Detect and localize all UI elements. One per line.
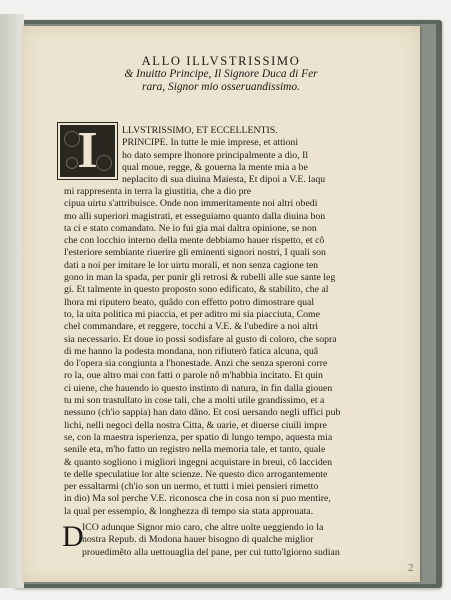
text-line: se, con la maestra isperienza, per spatio di lungo tempo, aquesta mia [64,431,333,443]
text-line: di me hanno la podesta mondana, non rifiuterò fatica alcuna, quâ [64,345,319,357]
text-line: lhora mi riputero beato, quâdo con effetto potro dimostrare qual [64,296,315,308]
text-line: mo alli superiori magistrati, et esseguiamo quanto dalla diuina bon [64,210,326,222]
dedication-heading [22,54,420,94]
text-line: te delle speculatiue lor alte scienze. Ne questo dico arrogantemente [64,468,328,480]
text-line: PRINCIPE. In tutte le mie imprese, et attioni [122,137,299,149]
folio-mark: 2 [408,562,414,574]
text-line: to, la uita politica mi piaccia, et per aditro mi sia piacciuta, Come [64,308,320,320]
text-line: nessuno (ch'io sappia) han dato dâno. Et cosi uersando negli uffici pub [64,407,341,419]
text-line: lichi, nelli negoci della nostra Citta, & uarie, et diuerse ciuili impre [64,419,327,431]
text-line: cipua uirtu s'attribuisce. Onde non immeritamente noi altri obedi [64,198,318,210]
page-edge-left [0,14,24,588]
text-line: in dio) Ma sol perche V.E. riconosca che in cosa non si puo mentire, [64,493,331,505]
text-line: sia necessario. Et doue io possi sodisfare al gusto di coloro, che sopra [64,333,337,345]
body-paragraph [64,186,340,518]
closing-paragraph [82,522,340,559]
text-line: la qual per essempio, & longhezza di tempo sia stata approuata. [64,505,314,517]
heading-line-2: & Inuitto Principe, Il Signore Duca di Fer [124,68,318,80]
text-line: mi rappresenta in terra la giustitia, che a dio pre [64,186,252,197]
text-line: do l'opera sia congiunta a l'honestade. Anzi che senza speroni corre [64,358,328,370]
text-line: prouedimêto alla uettouaglia del pane, per cui tutto'lgiorno sudian [82,546,340,558]
text-line: qual moue, regge, & gouerna la mente mia a be [122,161,308,173]
text-line: gono in man la spada, per punir gli retrosi & rubelli alle sue sante leg [64,272,336,284]
text-line: ta ci e stato comandato. Ne io fui gia mai daltra opinione, se non [64,222,317,234]
heading-line-1: ALLO ILLVSTRISSIMO [141,54,301,68]
text-line: l'esteriore sembiante riuerire gli eminenti signori nostri, I quali son [64,247,326,259]
text-line: tu mi son trastullato in cose tali, che a molti utile grandissimo, et a [64,395,325,407]
text-line: LLVSTRISSIMO, ET ECCELLENTIS. [122,125,278,136]
heading-line-3: rara, Signor mio osseruandissimo. [142,81,300,93]
opening-paragraph [122,125,308,174]
text-line: per essaltarmi (ch'io son un uermo, et tutti i miei pensieri rimetto [64,481,319,493]
printed-page [22,26,420,582]
text-line: che con locchio interno della mente debbiamo hauer rispetto, et cô [64,235,325,247]
opening-paragraph-tail [122,174,325,186]
text-line: & quanto sogliono i migliori ingegni acquistare in breui, cô lacciden [64,456,332,468]
text-line: chel commandare, et reggere, tocchi a V.E. & l'ubedire a noi altri [64,321,319,333]
initial-letter: I [77,122,98,179]
text-line: dati a noi per imitare le lor uirtu morali, et non senza cagione ten [64,259,319,271]
text-line: ho dato sempre lhonore principalmente a dio, Il [122,149,309,161]
text-line: gi. Et talmente in questo proposto sono edificato, & stabilito, che al [64,284,329,296]
second-initial: D [62,520,84,553]
text-line: neplacito di sua diuina Maiesta, Et dipoi a V.E. laqu [122,174,326,185]
text-line: ci uiene, che hauendo io questo instinto di natura, in fin dalla giouen [64,382,333,394]
text-line: nostra Repub. di Modona hauer bisogno di qualche miglior [82,534,314,546]
text-line: senile eta, m'ho fatto un registro nella memoria tale, et tanto, quale [64,444,326,456]
text-line: ro la, oue altro mai con fatti o parole nô m'habbia incitato. Et quin [64,370,323,382]
decorated-initial [60,122,115,179]
text-line: ICO adunque Signor mio caro, che altre uolte ueggiendo io la [82,522,324,533]
